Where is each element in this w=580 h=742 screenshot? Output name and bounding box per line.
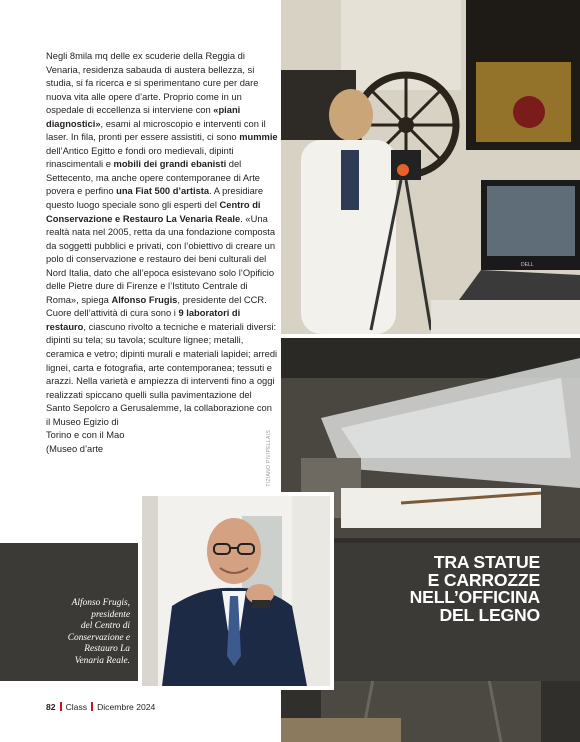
headline-line: TRA STATUE — [433, 552, 540, 572]
caption-line: Conservazione e — [67, 632, 130, 643]
portrait-caption — [38, 598, 130, 668]
headline-line: DEL LEGNO — [439, 604, 540, 625]
text-run: (Museo d’arte — [46, 443, 104, 454]
text-run: , esami al microscopio e interventi con il laser. In fila, pronti per essere assistiti, ci sono — [46, 118, 266, 143]
caption-line: Alfonso Frugis, — [71, 598, 130, 608]
bold-run: una Fiat 500 d’artista — [116, 186, 210, 197]
article-paragraph-narrow — [46, 429, 134, 456]
caption-line: Venaria Reale. — [74, 655, 130, 666]
laptop-brand-text: DELL — [521, 262, 534, 268]
page-number: 82 — [46, 702, 56, 712]
text-run: Torino e con il Mao — [46, 430, 125, 441]
article-body — [46, 50, 278, 456]
article-paragraph — [46, 50, 278, 429]
caption-line: del Centro di — [80, 621, 130, 632]
photo-restorer-illustration — [281, 0, 580, 334]
folio-separator — [60, 702, 62, 711]
text-run: , ciascuno rivolto a tecniche e materiali diversi: dipinti su tela; su tavola; sculture lignee; metalli, ceramica e vetro; dipinti murali e materiali lapidei; arredi lignei, carta e fotografia, arte contemporanea; tessuti e arazzi. Nella varietà e ampiezza di interventi fino a oggi realizzati spiccano quelli sulla pavimentazione del Santo Sepolcro a Gerusalemme, la collaborazione con il Museo Egizio di — [46, 321, 278, 427]
folio-separator — [91, 702, 93, 711]
text-run: , presidente del CCR. Cuore dell’attività di cura sono i — [46, 294, 267, 319]
text-run: dell’Antico Egitto e fondi oro medievali, dipinti rinascimentali e — [46, 145, 234, 170]
caption-line: Restauro La — [84, 644, 130, 655]
text-run: del Settecento, ma anche opere contemporanee di Arte povera e perfino — [46, 159, 261, 197]
photo-restorer-carriage — [281, 0, 580, 334]
headline-line: E CARROZZE — [427, 569, 540, 590]
text-run: Negli 8mila mq delle ex scuderie della Reggia di Venaria, residenza sabauda di austera bellezza, si studia, si fa ricerca e si sperimentano cure per dare nuova vita alle opere d’arte. Proprio come in un ospedale di eccellenza si interviene con — [46, 51, 259, 116]
bold-run: Centro di Conservazione e Restauro La Venaria Reale — [46, 200, 261, 224]
magazine-name: Class — [65, 702, 88, 712]
text-run: . «Una realtà nata nel 2005, retta da una fondazione composta da soggetti pubblici e privati, con l’obiettivo di creare un polo di conservazione e restauro dei beni culturali del Nord Italia, dato che all’epoca esistevano solo l’Opificio delle Pietre dure di Firenze e l’Istituto Centrale di Roma», spiega — [46, 213, 276, 305]
text-run: . A presidiare questo luogo speciale sono gli esperti del — [46, 186, 264, 211]
bold-run: «piani diagnostici» — [46, 105, 241, 129]
bold-run: mummie — [239, 132, 278, 143]
portrait-illustration — [142, 496, 330, 686]
bold-run: mobili dei grandi ebanisti — [113, 159, 227, 170]
bold-run: 9 laboratori di restauro — [46, 308, 241, 332]
section-headline — [320, 554, 540, 624]
issue-date: Dicembre 2024 — [97, 702, 156, 712]
page-folio — [46, 702, 155, 712]
portrait-photo — [138, 492, 334, 690]
headline-line: NELL’OFFICINA — [409, 587, 540, 608]
photo-credit: TIZIANO PIVIPELLAIS — [266, 430, 272, 487]
bold-run: Alfonso Frugis — [111, 294, 178, 305]
caption-line: presidente — [91, 609, 130, 620]
